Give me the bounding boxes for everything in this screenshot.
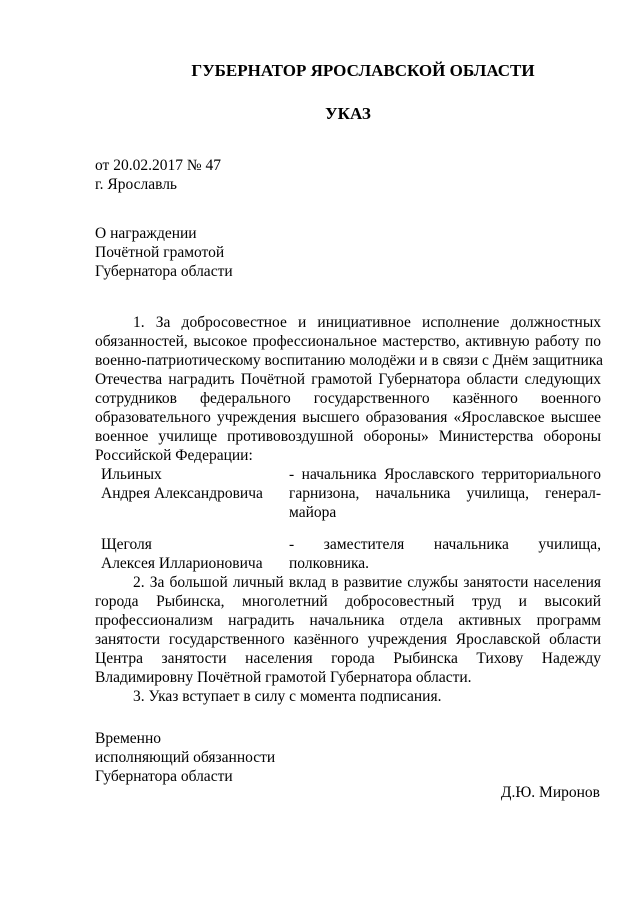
clause-1-line: обязанностей, высокое профессиональное мастерство, активную работу по xyxy=(95,333,601,350)
document-authority: ГУБЕРНАТОР ЯРОСЛАВСКОЙ ОБЛАСТИ xyxy=(191,61,535,80)
awardee-position-line: - заместителя начальника училища, xyxy=(289,536,601,553)
clause-2-line: Владимировну Почётной грамотой Губернатора области. xyxy=(95,669,472,686)
awardee-position-line: майора xyxy=(289,504,337,521)
subject-line: Почётной грамотой xyxy=(95,244,225,261)
clause-1-line: Отечества наградить Почётной грамотой Губернатора области следующих xyxy=(95,371,601,388)
clause-1 xyxy=(95,313,601,465)
awardee-name: Алексея Илларионовича xyxy=(101,555,263,572)
date-number: от 20.02.2017 № 47 xyxy=(95,157,221,174)
clause-1-line: военное училище противовоздушной обороны» Министерства обороны xyxy=(95,428,601,445)
awardee-position-line: полковника. xyxy=(289,555,370,572)
awardee-position-line: гарнизона, начальника училища, генерал- xyxy=(289,485,601,502)
document-type: УКАЗ xyxy=(325,104,371,123)
awardee-surname: Ильиных xyxy=(101,466,162,483)
awardee-name: Андрея Александровича xyxy=(101,485,263,502)
signature-title-line: Губернатора области xyxy=(95,768,233,785)
clause-1-line: военно-патриотическому воспитанию молодёжи и в связи с Днём защитника xyxy=(95,352,603,369)
clause-1-line: сотрудников федерального государственного казённого военного xyxy=(95,390,601,407)
awardee-position xyxy=(289,465,601,522)
signature-title-line: исполняющий обязанности xyxy=(95,749,276,766)
clause-1-line: Российской Федерации: xyxy=(95,447,253,464)
clause-2-line: 2. За большой личный вклад в развитие службы занятости населения xyxy=(133,574,601,591)
clause-2-line: профессионализм наградить начальника отдела активных программ xyxy=(95,612,601,629)
clause-1-line: образовательного учреждения высшего образования «Ярославское высшее xyxy=(95,409,601,426)
signature-title-line: Временно xyxy=(95,730,161,747)
awardee-surname: Щеголя xyxy=(101,536,152,553)
subject-line: Губернатора области xyxy=(95,263,233,280)
signatory-name: Д.Ю. Миронов xyxy=(500,783,600,801)
clause-2-line: Центра занятости населения города Рыбинска Тихову Надежду xyxy=(95,650,601,667)
subject-line: О награждении xyxy=(95,225,197,242)
clause-3: 3. Указ вступает в силу с момента подписания. xyxy=(133,688,442,705)
city: г. Ярославль xyxy=(95,176,177,193)
clause-2-line: города Рыбинска, многолетний добросовестный труд и высокий xyxy=(95,593,601,610)
clause-2-line: занятости государственного казённого учреждения Ярославской области xyxy=(95,631,601,648)
awardee-position-line: - начальника Ярославского территориального xyxy=(289,466,601,483)
clause-1-line: 1. За добросовестное и инициативное исполнение должностных xyxy=(133,314,601,331)
awardee-position xyxy=(289,535,601,573)
clause-2 xyxy=(95,573,601,687)
